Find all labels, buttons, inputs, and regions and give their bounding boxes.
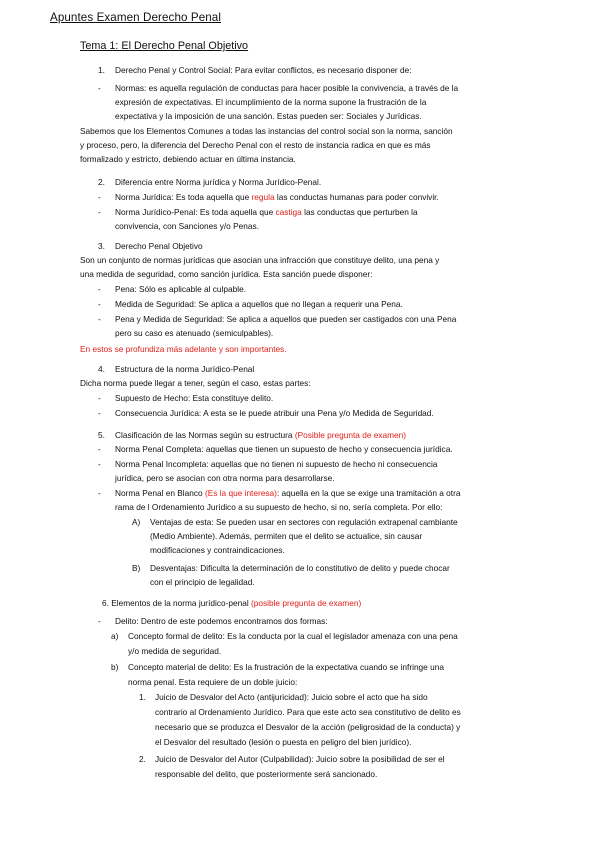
item-heading: 6. Elementos de la norma jurídico-penal (posible pregunta de examen) [102, 598, 362, 608]
bullet-text: Medida de Seguridad: Se aplica a aquellos que no llegan a requerir una Pena. [115, 299, 403, 309]
numbered-text: responsable del delito, que posteriormente será sancionado. [155, 769, 378, 779]
bullet-text: Norma Penal Completa: aquellas que tienen un supuesto de hecho y consecuencia jurídica. [115, 444, 453, 454]
highlight-text: (posible pregunta de examen) [250, 598, 362, 608]
bullet-dash: - [98, 192, 101, 202]
item-number: 3. [98, 241, 105, 251]
item-heading: Derecho Penal Objetivo [115, 241, 203, 251]
bullet-dash: - [98, 284, 101, 294]
highlight-text: (Es la que interesa) [204, 488, 277, 498]
item-number: 1. [98, 65, 105, 75]
numbered-text: contrario al Ordenamiento Jurídico. Para que este acto sea constitutivo de delito es [155, 707, 461, 717]
paragraph-line: formalizado y estricto, debiendo actuar en última instancia. [80, 154, 296, 164]
sublist-label: B) [132, 563, 141, 573]
bullet-text: convivencia, con Sanciones y/o Penas. [115, 221, 259, 231]
item-heading: Estructura de la norma Jurídico-Penal [115, 364, 255, 374]
bullet-text: Norma Penal en Blanco (Es la que interesa): aquella en la que se exige una tramitación a otra [115, 488, 461, 498]
item-number: 5. [98, 430, 105, 440]
paragraph-line: Sabemos que los Elementos Comunes a todas las instancias del control social son la norma, sanción [80, 126, 453, 136]
paragraph-line: Son un conjunto de normas jurídicas que asocian una infracción que constituye delito, una pena y [80, 255, 440, 265]
bullet-text: Consecuencia Jurídica: A esta se le puede atribuir una Pena y/o Medida de Seguridad. [115, 408, 434, 418]
section-heading: Tema 1: El Derecho Penal Objetivo [80, 40, 249, 52]
item-number: 4. [98, 364, 105, 374]
bullet-text: expresión de expectativas. El incumplimiento de la norma supone la frustración de la [115, 97, 427, 107]
bullet-dash: - [98, 83, 101, 93]
sublist-label: A) [132, 517, 141, 527]
sublist-text: Concepto formal de delito: Es la conducta por la cual el legislador amenaza con una pena [128, 631, 458, 641]
item-heading: Derecho Penal y Control Social: Para evitar conflictos, es necesario disponer de: [115, 65, 412, 75]
bullet-text: pero su caso es atenuado (semiculpables). [115, 328, 274, 338]
bullet-text: Delito: Dentro de este podemos encontramos dos formas: [115, 616, 328, 626]
sublist-text: con el principio de legalidad. [150, 577, 255, 587]
item-number: 2. [98, 177, 105, 187]
sublist-label: b) [111, 662, 119, 672]
bullet-dash: - [98, 207, 101, 217]
bullet-text: Pena y Medida de Seguridad: Se aplica a aquellos que pueden ser castigados con una Pena [115, 314, 457, 324]
numbered-text: necesario que se produzca el Desvalor de la acción (peligrosidad de la conducta) y [155, 722, 461, 732]
numbered-label: 2. [139, 754, 146, 764]
numbered-text: el Desvalor del resultado (lesión o puesta en peligro del bien jurídico). [155, 737, 412, 747]
item-heading: Clasificación de las Normas según su estructura (Posible pregunta de examen) [115, 430, 407, 440]
item-heading: Diferencia entre Norma jurídica y Norma Jurídico-Penal. [115, 177, 322, 187]
bullet-dash: - [98, 459, 101, 469]
paragraph-line: y proceso, pero, la diferencia del Derecho Penal con el resto de instancia radica en que es más [80, 140, 431, 150]
sublist-label: a) [111, 631, 119, 641]
bullet-text: jurídica, pero se asocian con otra norma para desarrollarse. [115, 473, 335, 483]
bullet-dash: - [98, 393, 101, 403]
highlight-text: castiga [275, 207, 302, 217]
sublist-text: Desventajas: Dificulta la determinación de lo constitutivo de delito y puede chocar [150, 563, 450, 573]
highlight-text: (Posible pregunta de examen) [294, 430, 407, 440]
bullet-dash: - [98, 314, 101, 324]
sublist-text: Concepto material de delito: Es la frustración de la expectativa cuando se infringe una [128, 662, 444, 672]
highlight-text: regula [251, 192, 275, 202]
sublist-text: modificaciones y contraindicaciones. [150, 545, 285, 555]
sublist-text: norma penal. Esta requiere de un doble juicio: [128, 677, 298, 687]
numbered-text: Juicio de Desvalor del Acto (antijuricidad): Juicio sobre el acto que ha sido [155, 692, 428, 702]
numbered-text: Juicio de Desvalor del Autor (Culpabilidad): Juicio sobre la posibilidad de ser el [155, 754, 445, 764]
document-title: Apuntes Examen Derecho Penal [50, 11, 222, 24]
bullet-dash: - [98, 299, 101, 309]
numbered-label: 1. [139, 692, 146, 702]
bullet-text: Normas: es aquella regulación de conductas para hacer posible la convivencia, a través de la [115, 83, 459, 93]
bullet-dash: - [98, 408, 101, 418]
bullet-text: Norma Jurídica: Es toda aquella que regula las conductas humanas para poder convivir. [115, 192, 439, 202]
bullet-text: Pena: Sólo es aplicable al culpable. [115, 284, 246, 294]
bullet-text: Norma Jurídico-Penal: Es toda aquella que castiga las conductas que perturben la [115, 207, 418, 217]
highlight-note: En estos se profundiza más adelante y son importantes. [80, 344, 287, 354]
bullet-dash: - [98, 444, 101, 454]
paragraph-line: una medida de seguridad, como sanción jurídica. Esta sanción puede disponer: [80, 269, 373, 279]
bullet-text: expectativa y la imposición de una sanción. Estas pueden ser: Sociales y Jurídicas. [115, 111, 422, 121]
bullet-text: Norma Penal Incompleta: aquellas que no tienen ni supuesto de hecho ni consecuencia [115, 459, 438, 469]
bullet-text: Supuesto de Hecho: Esta constituye delito. [115, 393, 274, 403]
bullet-dash: - [98, 616, 101, 626]
bullet-dash: - [98, 488, 101, 498]
paragraph-line: Dicha norma puede llegar a tener, según el caso, estas partes: [80, 378, 311, 388]
sublist-text: (Medio Ambiente). Además, permiten que el delito se actualice, sin causar [150, 531, 423, 541]
bullet-text: rama de l Ordenamiento Jurídico a su supuesto de hecho, si no, sería completa. Por ello: [115, 502, 443, 512]
sublist-text: y/o medida de seguridad. [128, 646, 222, 656]
sublist-text: Ventajas de esta: Se pueden usar en sectores con regulación extrapenal cambiante [150, 517, 458, 527]
